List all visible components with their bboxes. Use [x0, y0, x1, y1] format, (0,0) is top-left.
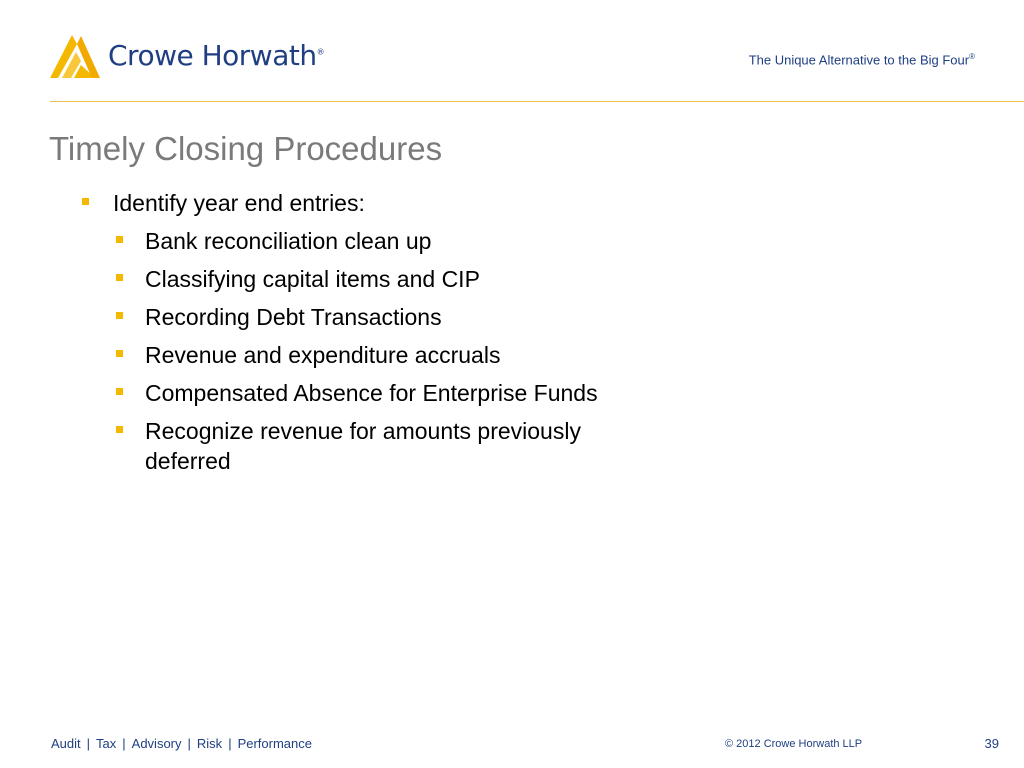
sub-bullet-text: Classifying capital items and CIP [145, 266, 480, 292]
tagline-registered-mark: ® [969, 52, 975, 61]
company-logo [50, 32, 324, 78]
chevron-peaks-logo-icon [50, 32, 100, 78]
sub-bullet-text: Compensated Absence for Enterprise Funds [145, 380, 598, 406]
footer-service-performance: Performance [237, 736, 312, 751]
footer-service-advisory: Advisory [131, 736, 182, 751]
square-bullet-icon [116, 426, 123, 433]
square-bullet-icon [116, 312, 123, 319]
sub-bullet-item [113, 416, 665, 476]
footer-separator: | [86, 736, 91, 751]
square-bullet-icon [116, 274, 123, 281]
sub-bullet-text: Recognize revenue for amounts previously deferred [145, 418, 581, 474]
bullet-item [80, 189, 720, 476]
footer-separator: | [228, 736, 232, 751]
footer-services [51, 736, 312, 751]
footer-service-risk: Risk [196, 736, 223, 751]
footer-separator: | [187, 736, 191, 751]
sub-bullet-item [113, 226, 665, 256]
square-bullet-icon [82, 198, 89, 205]
sub-bullet-item [113, 264, 665, 294]
footer-service-tax: Tax [96, 736, 117, 751]
footer-service-audit: Audit [51, 736, 81, 751]
sub-bullet-item [113, 340, 665, 370]
bullet-text: Identify year end entries: [113, 190, 365, 216]
sub-bullet-text: Recording Debt Transactions [145, 304, 442, 330]
bullet-list [80, 189, 720, 484]
page-number: 39 [984, 736, 999, 751]
slide-title: Timely Closing Procedures [49, 130, 443, 167]
sub-bullet-text: Revenue and expenditure accruals [145, 342, 501, 368]
sub-bullet-item [113, 378, 665, 408]
square-bullet-icon [116, 350, 123, 357]
tagline: The Unique Alternative to the Big Four® [748, 52, 975, 68]
sub-bullet-list [113, 226, 720, 476]
copyright: © 2012 Crowe Horwath LLP [725, 738, 863, 750]
sub-bullet-text: Bank reconciliation clean up [145, 228, 432, 254]
square-bullet-icon [116, 388, 123, 395]
footer-separator: | [122, 736, 126, 751]
sub-bullet-item [113, 302, 665, 332]
square-bullet-icon [116, 236, 123, 243]
logo-wordmark: Crowe Horwath® [108, 38, 325, 72]
logo-registered-mark: ® [316, 47, 325, 57]
header-divider [50, 101, 1024, 102]
